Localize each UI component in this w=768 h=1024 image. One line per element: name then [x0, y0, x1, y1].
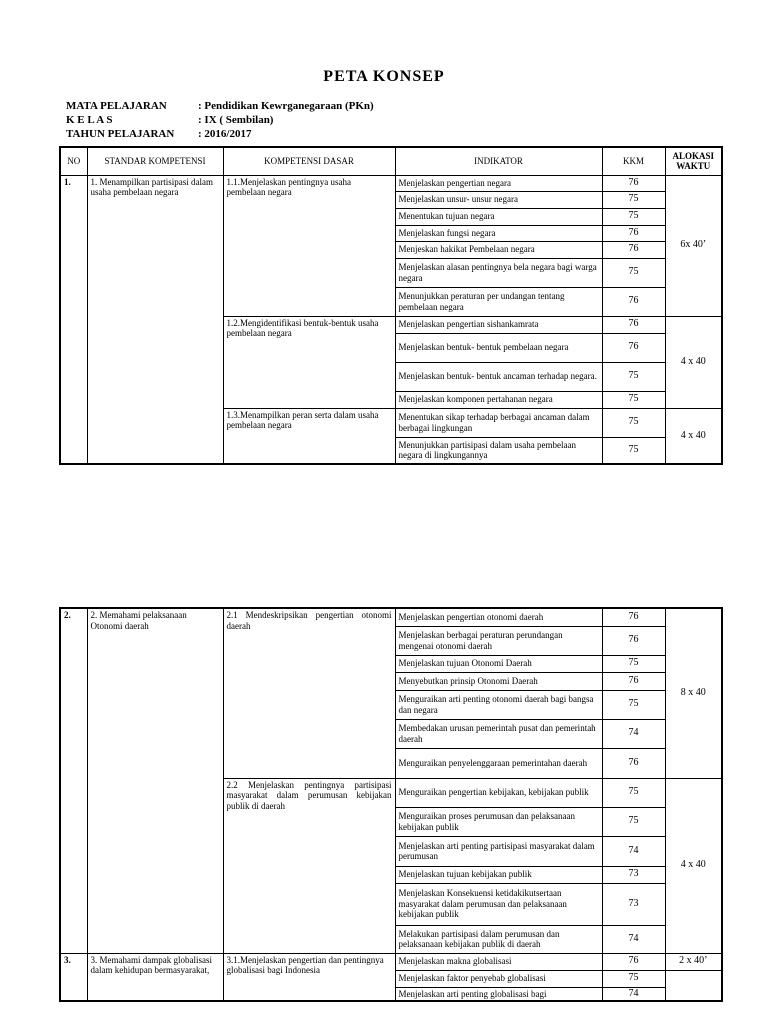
kkm-value: 75 [602, 362, 665, 391]
kelas-label: K E L A S [66, 114, 113, 126]
indikator: Menjelaskan tujuan Otonomi Daerah [395, 655, 602, 672]
table-row [60, 608, 722, 626]
kkm-value: 75 [602, 807, 665, 836]
alokasi-waktu: 2 x 40’ [665, 953, 722, 970]
kkm-value: 74 [602, 719, 665, 748]
kkm-value: 75 [602, 391, 665, 408]
kkm-value: 76 [602, 608, 665, 626]
kompetensi-dasar: 1.3.Menampilkan peran serta dalam usaha pembelaan negara [223, 408, 395, 464]
standar-kompetensi: 3. Memahami dampak globalisasi dalam kehidupan bermasyarakat, [87, 953, 223, 1001]
header-indikator: INDIKATOR [395, 147, 602, 175]
row-number: 2. [60, 608, 87, 953]
indikator: Menjelaskan pengertian negara [395, 175, 602, 191]
kkm-value: 76 [602, 241, 665, 258]
indikator: Menjelaskan arti penting partisipasi masyarakat dalam perumusan [395, 836, 602, 866]
kkm-value: 75 [602, 778, 665, 807]
kkm-value: 76 [602, 626, 665, 655]
header-no: NO [60, 147, 87, 175]
indikator: Menjelaskan makna globalisasi [395, 953, 602, 970]
kompetensi-dasar: 2.1 Mendeskripsikan pengertian otonomi daerah [223, 608, 395, 778]
row-number: 3. [60, 953, 87, 1001]
tahun-value: : 2016/2017 [198, 128, 252, 140]
standar-kompetensi: 2. Memahami pelaksanaan Otonomi daerah [87, 608, 223, 953]
indikator: Menjelaskan faktor penyebab globalisasi [395, 970, 602, 987]
alokasi-waktu: 4 x 40 [665, 778, 722, 953]
indikator: Menjelaskan Konsekuensi ketidakikutsertaan masyarakat dalam perumusan dan pelaksanaan kebijakan publik [395, 883, 602, 925]
kkm-value: 76 [602, 333, 665, 362]
kkm-value: 75 [602, 258, 665, 287]
header-kkm: KKM [602, 147, 665, 175]
alokasi-waktu-empty [665, 970, 722, 1001]
indikator: Menyebutkan prinsip Otonomi Daerah [395, 672, 602, 690]
kkm-value: 75 [602, 970, 665, 987]
indikator: Menjelaskan unsur- unsur negara [395, 191, 602, 208]
alokasi-waktu: 8 x 40 [665, 608, 722, 778]
table-row [60, 953, 722, 970]
kkm-value: 73 [602, 883, 665, 925]
mapel-label: MATA PELAJARAN [66, 100, 167, 112]
kkm-value: 73 [602, 866, 665, 883]
kkm-value: 76 [602, 287, 665, 316]
concept-table-2 [59, 607, 723, 1002]
kkm-value: 74 [602, 836, 665, 866]
indikator: Menjelaskan bentuk- bentuk ancaman terhadap negara. [395, 362, 602, 391]
page-title: PETA KONSEP [323, 68, 445, 85]
tahun-label: TAHUN PELAJARAN [66, 128, 175, 140]
standar-kompetensi: 1. Menampilkan partisipasi dalam usaha pembelaan negara [87, 175, 223, 464]
kkm-value: 75 [602, 408, 665, 437]
indikator: Menjelaskan alasan pentingnya bela negara bagi warga negara [395, 258, 602, 287]
kompetensi-dasar: 1.1.Menjelaskan pentingnya usaha pembelaan negara [223, 175, 395, 316]
kkm-value: 76 [602, 748, 665, 778]
indikator: Menjelaskan tujuan kebijakan publik [395, 866, 602, 883]
indikator: Menguraikan penyelenggaraan pemerintahan daerah [395, 748, 602, 778]
table-row [60, 175, 722, 191]
indikator: Menentukan tujuan negara [395, 208, 602, 225]
kkm-value: 76 [602, 316, 665, 333]
header-standar-kompetensi: STANDAR KOMPETENSI [87, 147, 223, 175]
indikator: Menentukan sikap terhadap berbagai ancaman dalam berbagai lingkungan [395, 408, 602, 437]
kkm-value: 76 [602, 672, 665, 690]
mapel-value: : Pendidikan Kewrganegaraan (PKn) [198, 100, 374, 112]
kkm-value: 75 [602, 690, 665, 719]
concept-table-1 [59, 146, 723, 465]
kompetensi-dasar: 1.2.Mengidentifikasi bentuk-bentuk usaha pembelaan negara [223, 316, 395, 408]
indikator: Menguraikan proses perumusan dan pelaksanaan kebijakan publik [395, 807, 602, 836]
alokasi-waktu: 6x 40’ [665, 175, 722, 316]
kkm-value: 74 [602, 987, 665, 1001]
alokasi-waktu: 4 x 40 [665, 316, 722, 408]
indikator: Menjelaskan berbagai peraturan perundangan mengenai otonomi daerah [395, 626, 602, 655]
indikator: Menjelaskan bentuk- bentuk pembelaan negara [395, 333, 602, 362]
header-kompetensi-dasar: KOMPETENSI DASAR [223, 147, 395, 175]
kkm-value: 76 [602, 175, 665, 191]
kompetensi-dasar: 2.2 Menjelaskan pentingnya partisipasi masyarakat dalam perumusan kebijakan publik di daerah [223, 778, 395, 953]
kkm-value: 76 [602, 953, 665, 970]
indikator: Menunjukkan peraturan per undangan tentang pembelaan negara [395, 287, 602, 316]
indikator: Menjelaskan pengertian otonomi daerah [395, 608, 602, 626]
row-number: 1. [60, 175, 87, 464]
indikator: Menjelaskan komponen pertahanan negara [395, 391, 602, 408]
header-alokasi-waktu: ALOKASI WAKTU [665, 147, 722, 175]
kkm-value: 76 [602, 225, 665, 241]
indikator: Membedakan urusan pemerintah pusat dan pemerintah daerah [395, 719, 602, 748]
indikator: Menguraikan pengertian kebijakan, kebijakan publik [395, 778, 602, 807]
kkm-value: 75 [602, 655, 665, 672]
alokasi-waktu: 4 x 40 [665, 408, 722, 464]
kkm-value: 75 [602, 437, 665, 464]
indikator: Menunjukkan partisipasi dalam usaha pembelaan negara di lingkungannya [395, 437, 602, 464]
kkm-value: 74 [602, 925, 665, 953]
indikator: Menjelaskan arti penting globalisasi bagi [395, 987, 602, 1001]
indikator: Menjelaskan fungsi negara [395, 225, 602, 241]
document-info [66, 99, 374, 141]
kkm-value: 75 [602, 191, 665, 208]
kelas-value: : IX ( Sembilan) [198, 114, 274, 126]
indikator: Menjelaskan pengertian sishankamrata [395, 316, 602, 333]
indikator: Menguraikan arti penting otonomi daerah bagi bangsa dan negara [395, 690, 602, 719]
indikator: Melakukan partisipasi dalam perumusan dan pelaksanaan kebijakan publik di daerah [395, 925, 602, 953]
kompetensi-dasar: 3.1.Menjelaskan pengertian dan pentingnya globalisasi bagi Indonesia [223, 953, 395, 1001]
indikator: Menjeskan hakikat Pembelaan negara [395, 241, 602, 258]
kkm-value: 75 [602, 208, 665, 225]
